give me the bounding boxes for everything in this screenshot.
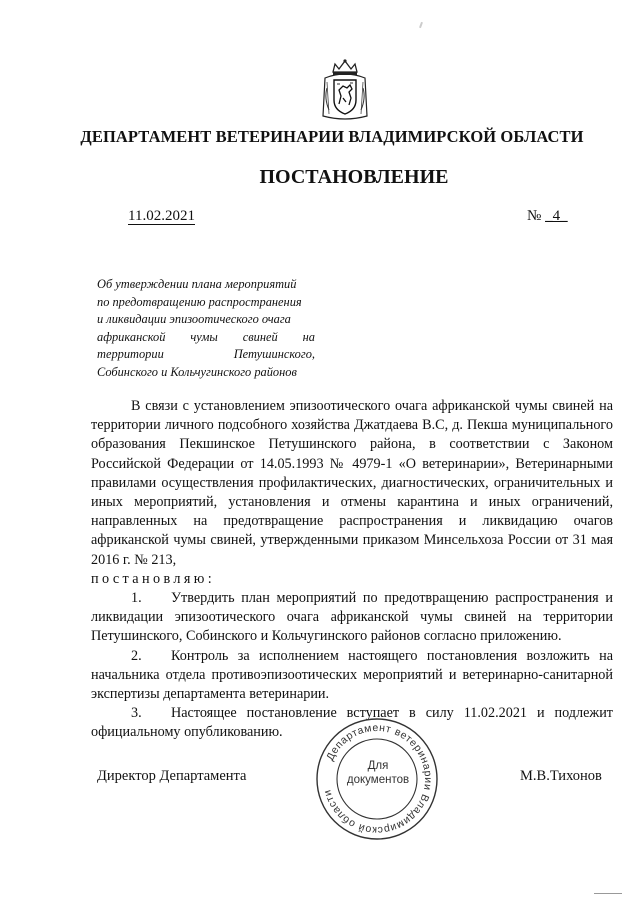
stamp-center-line: документов <box>346 774 410 786</box>
number-value: _4_ <box>545 208 568 224</box>
document-body <box>91 397 613 743</box>
subject-line: и ликвидации эпизоотического очага <box>97 312 291 326</box>
scan-speck <box>419 22 423 28</box>
footer-mark <box>594 893 622 894</box>
item-text: Настоящее постановление вступает в силу 11.02.2021 и подлежит официальному опубликованию. <box>91 705 613 741</box>
item-number: 3. <box>131 705 142 722</box>
subject-line: Собинского и Кольчугинского районов <box>97 364 297 379</box>
coat-of-arms-icon <box>319 58 371 122</box>
item-number: 2. <box>131 647 142 664</box>
item-text: Утвердить план мероприятий по предотвращению распространения и ликвидации эпизоотического очага африканской чумы свиней на территории Петушинского, Собинского и Кольчугинского районов согласно приложению. <box>91 590 613 645</box>
subject-line: Об утверждении плана мероприятий <box>97 277 297 291</box>
item-number: 1. <box>131 590 142 607</box>
stamp-center-line: Для <box>367 760 389 772</box>
signatory-name: М.В.Тихонов <box>520 768 602 784</box>
number-prefix: № <box>527 208 546 224</box>
preamble-paragraph: В связи с установлением эпизоотического очага африканской чумы свиней на территории личного подсобного хозяйства Джатдаева В.С, д. Пекша муниципального образования Пекшинское Петушинского района, в соответствии с Законом Российской Федерации от 14.05.1993 № 4979-1 «О ветеринарии», Ветеринарными правилами осуществления профилактических, диагностических, ограничительных и иных мероприятий, установления и отмены карантина и иных ограничений, направленных на предотвращение распространения и ликвидацию очагов африканской чумы свиней, утвержденными приказом Минсельхоза России от 31 мая 2016 г. № 213, <box>91 398 613 568</box>
date-value: 11.02.2021 <box>128 208 195 224</box>
signatory-position: Директор Департамента <box>97 768 247 784</box>
document-number <box>527 208 568 225</box>
subject-line: территории Петушинского, <box>97 347 315 361</box>
stamp-center-text <box>337 759 419 787</box>
subject-line: по предотвращению распространения <box>97 294 302 309</box>
decree-word: постановляю: <box>91 570 216 587</box>
stamp-ring-text: Департамент ветеринарии Владимирской области <box>321 721 435 837</box>
document-type: ПОСТАНОВЛЕНИЕ <box>259 166 449 188</box>
list-item <box>91 589 613 647</box>
subject-block <box>97 276 315 381</box>
department-name: ДЕПАРТАМЕНТ ВЕТЕРИНАРИИ ВЛАДИМИРСКОЙ ОБЛАСТИ <box>80 127 584 146</box>
list-item <box>91 647 613 705</box>
item-text: Контроль за исполнением настоящего постановления возложить на начальника отдела противоэпизоотических мероприятий и ветеринарно-санитарной экспертизы департамента ветеринарии. <box>91 647 613 703</box>
subject-line: африканской чумы свиней на <box>97 329 315 344</box>
document-date <box>128 208 195 225</box>
